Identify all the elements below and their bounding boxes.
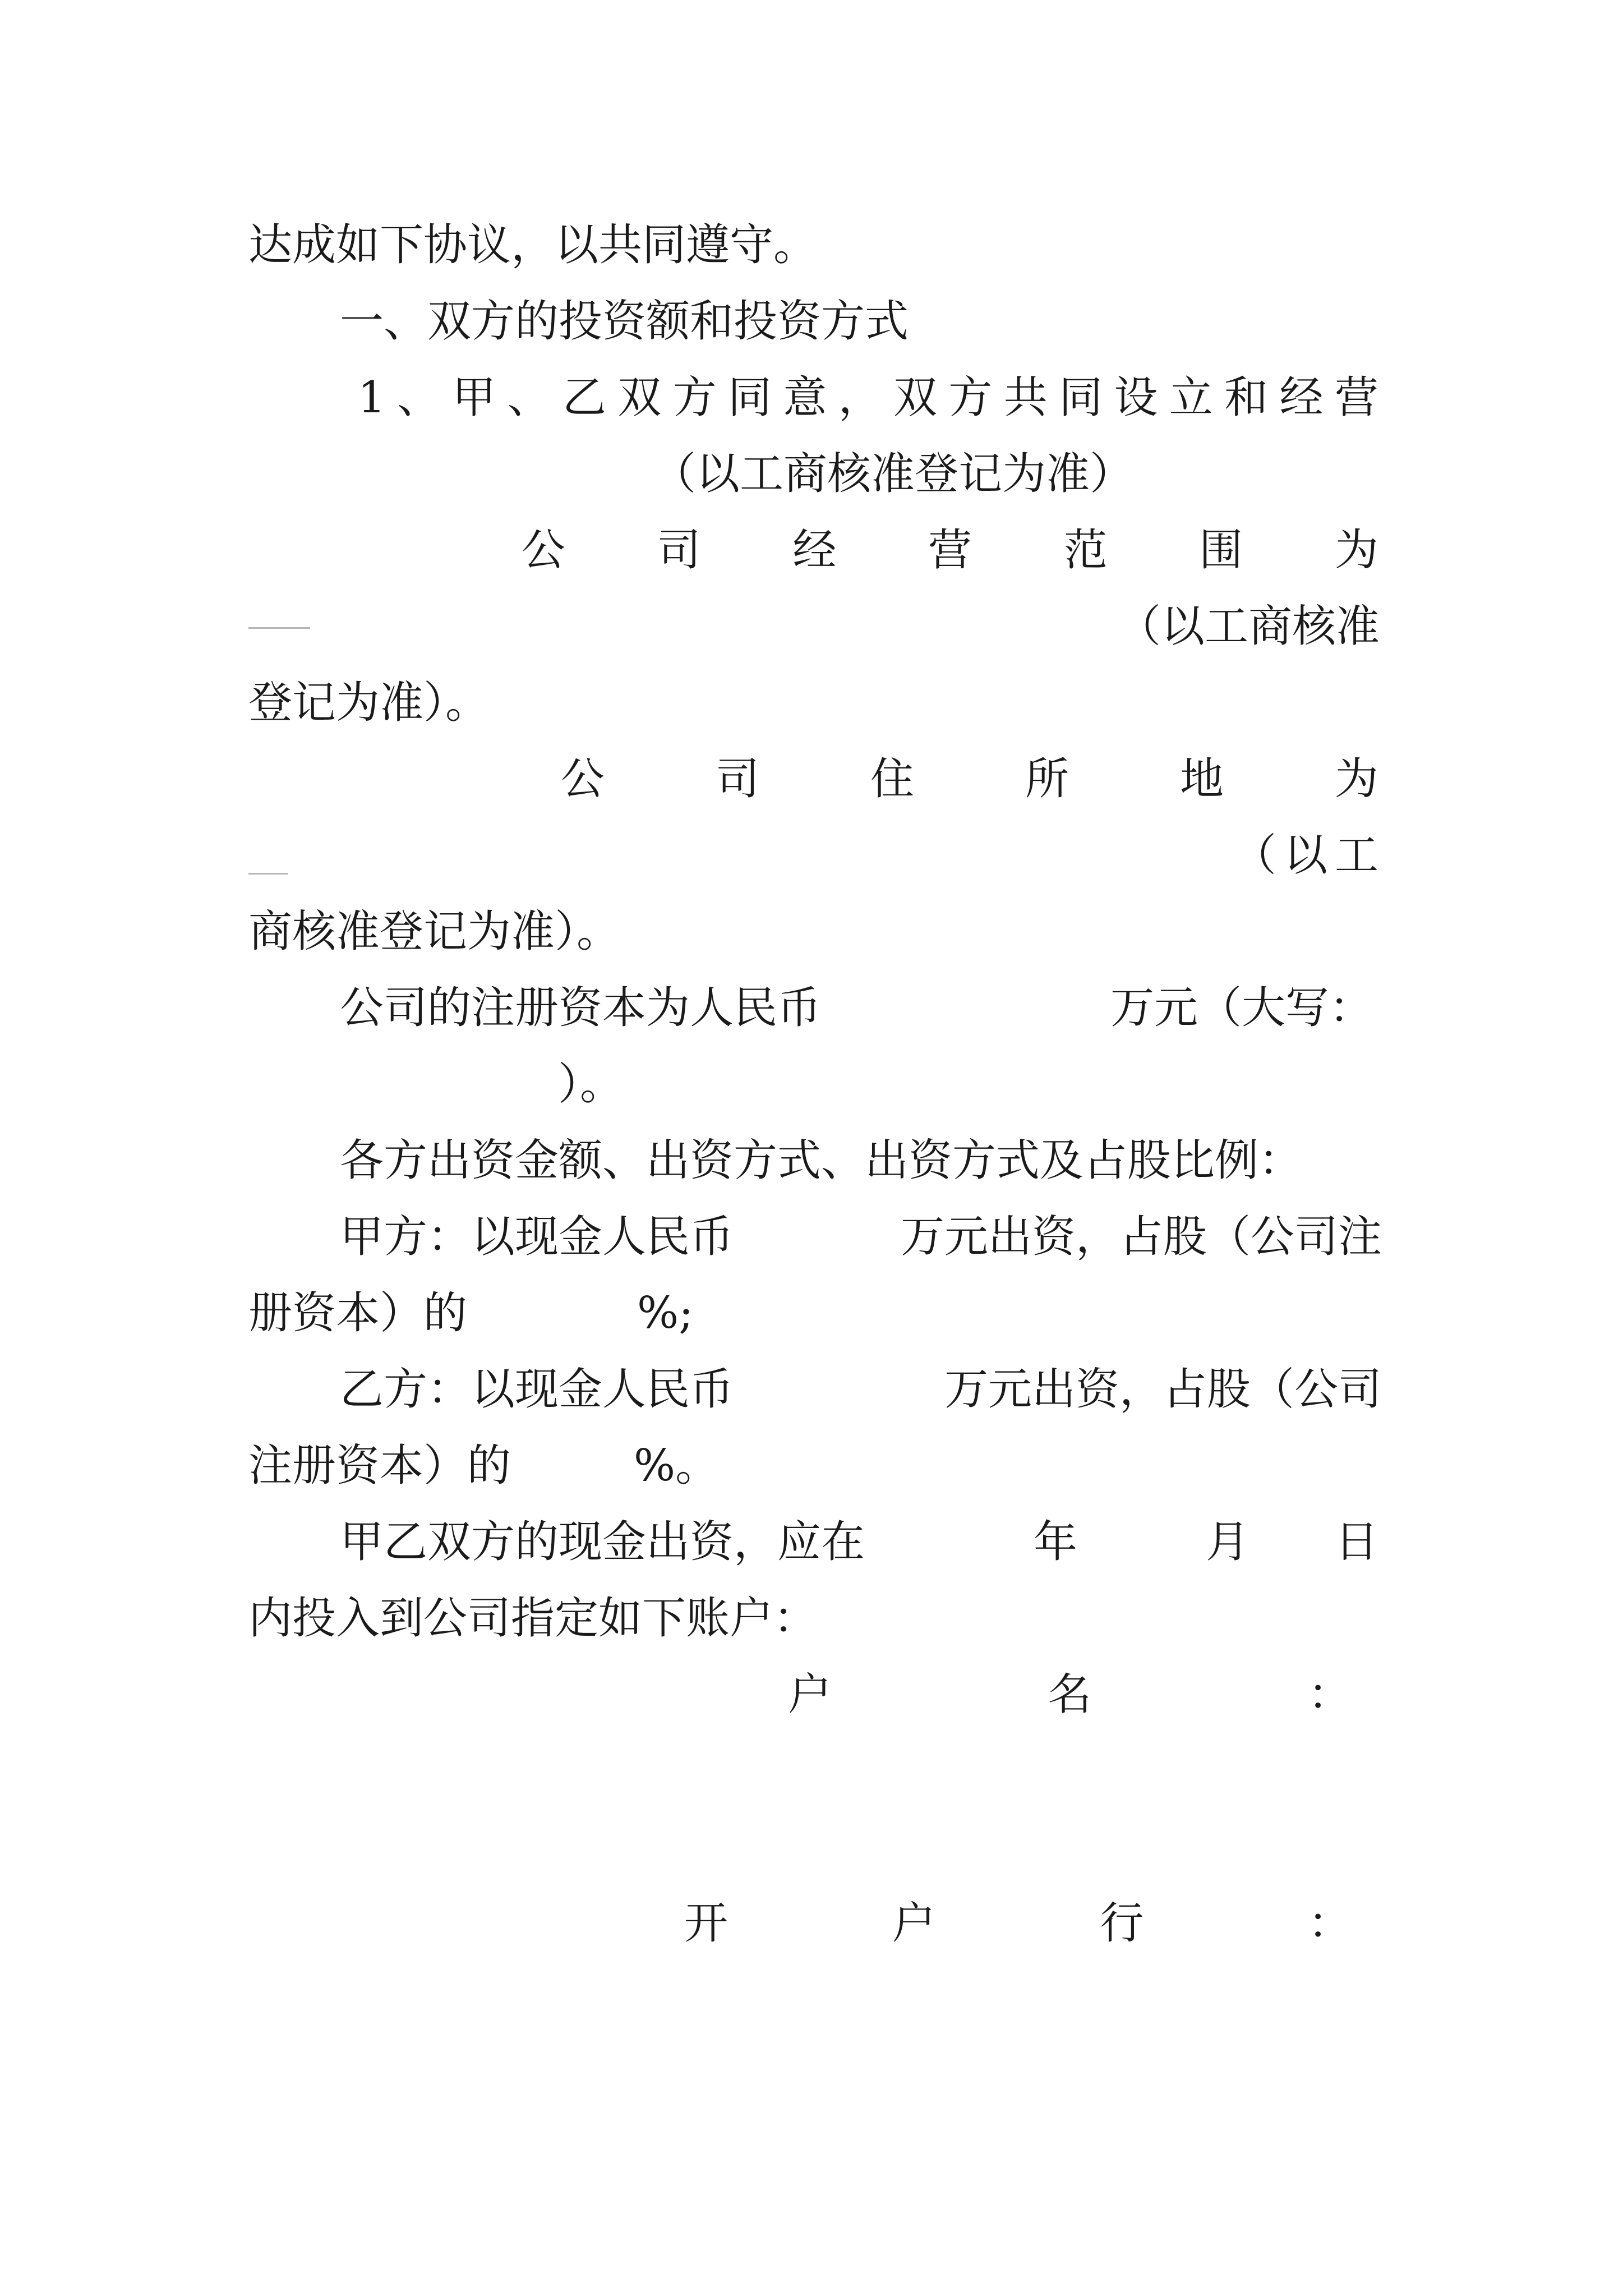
glyph: 所	[1025, 754, 1069, 804]
registration-note: （以工商核准	[1117, 601, 1380, 652]
glyph: 行	[1100, 1898, 1144, 1949]
registration-note	[1233, 830, 1378, 881]
glyph: 司	[657, 525, 701, 576]
glyph: 方	[672, 372, 717, 423]
registration-note: （以工商核准登记为准）	[652, 449, 1134, 499]
registered-capital-label: 公司的注册资本为人民币	[340, 983, 822, 1033]
glyph: 甲	[452, 372, 496, 423]
company-address-label	[561, 754, 1378, 804]
glyph: 1	[358, 372, 386, 423]
glyph: 、	[396, 372, 441, 423]
glyph: 意	[783, 372, 827, 423]
business-scope-label	[522, 525, 1378, 576]
party-b-share-label: 注册资本）的	[248, 1441, 511, 1491]
party-b-contribution-unit: 万元出资，占股（公司	[944, 1364, 1382, 1415]
registration-note-end: 商核准登记为准）。	[248, 907, 621, 957]
glyph: （	[1233, 830, 1277, 881]
glyph: 同	[728, 372, 772, 423]
glyph: 营	[928, 525, 972, 576]
glyph: 营	[1334, 372, 1378, 423]
glyph: 户	[892, 1898, 936, 1949]
party-b-share-percent: %。	[634, 1441, 720, 1491]
party-a-share-label: 册资本）的	[248, 1288, 468, 1338]
glyph: 住	[870, 754, 914, 804]
glyph: 乙	[562, 372, 607, 423]
clause-1-line	[358, 372, 1378, 423]
party-a-contribution-unit: 万元出资，占股（公司注	[901, 1212, 1382, 1262]
glyph: 经	[792, 525, 837, 576]
glyph: 名	[1048, 1669, 1092, 1720]
glyph: 公	[522, 525, 566, 576]
glyph: ，	[838, 372, 882, 423]
account-name-label	[788, 1669, 1352, 1720]
glyph: 设	[1114, 372, 1158, 423]
glyph: 以	[1283, 830, 1327, 881]
glyph: 为	[1334, 525, 1378, 576]
registered-capital-close: ）。	[558, 1059, 624, 1110]
contribution-heading: 各方出资金额、出资方式、出资方式及占股比例：	[340, 1135, 1303, 1186]
glyph: 和	[1224, 372, 1269, 423]
glyph: 工	[1334, 830, 1378, 881]
glyph: 户	[788, 1669, 832, 1720]
glyph: 、	[507, 372, 551, 423]
registration-note-end: 登记为准）。	[248, 678, 490, 728]
registered-capital-unit: 万元（大写：	[1110, 983, 1373, 1033]
glyph: 双	[617, 372, 662, 423]
glyph: 围	[1199, 525, 1243, 576]
glyph: 地	[1179, 754, 1224, 804]
payment-deadline-label: 甲乙双方的现金出资，应在	[340, 1517, 865, 1567]
glyph: ：	[1307, 1669, 1352, 1720]
glyph: ：	[1307, 1898, 1352, 1949]
bank-label	[684, 1898, 1352, 1949]
glyph: 双	[893, 372, 938, 423]
glyph: 方	[948, 372, 993, 423]
party-a-share-percent: %;	[637, 1288, 694, 1338]
glyph: 立	[1169, 372, 1213, 423]
glyph: 范	[1063, 525, 1108, 576]
party-b-contribution: 乙方：以现金人民币	[340, 1364, 734, 1415]
glyph: 经	[1279, 372, 1324, 423]
glyph: 开	[684, 1898, 728, 1949]
glyph: 同	[1059, 372, 1103, 423]
glyph: 为	[1334, 754, 1378, 804]
party-a-contribution: 甲方：以现金人民币	[340, 1212, 734, 1262]
deadline-year: 年	[1034, 1517, 1078, 1567]
blank-underline	[248, 627, 310, 629]
section-heading-investment: 一、双方的投资额和投资方式	[340, 296, 909, 347]
glyph: 公	[561, 754, 605, 804]
deadline-month: 月	[1206, 1517, 1250, 1567]
agreement-intro-line: 达成如下协议，以共同遵守。	[248, 220, 818, 270]
deadline-day: 日	[1335, 1517, 1379, 1567]
blank-underline	[248, 873, 288, 875]
glyph: 司	[715, 754, 759, 804]
account-intro: 内投入到公司指定如下账户：	[248, 1593, 818, 1644]
glyph: 共	[1003, 372, 1048, 423]
